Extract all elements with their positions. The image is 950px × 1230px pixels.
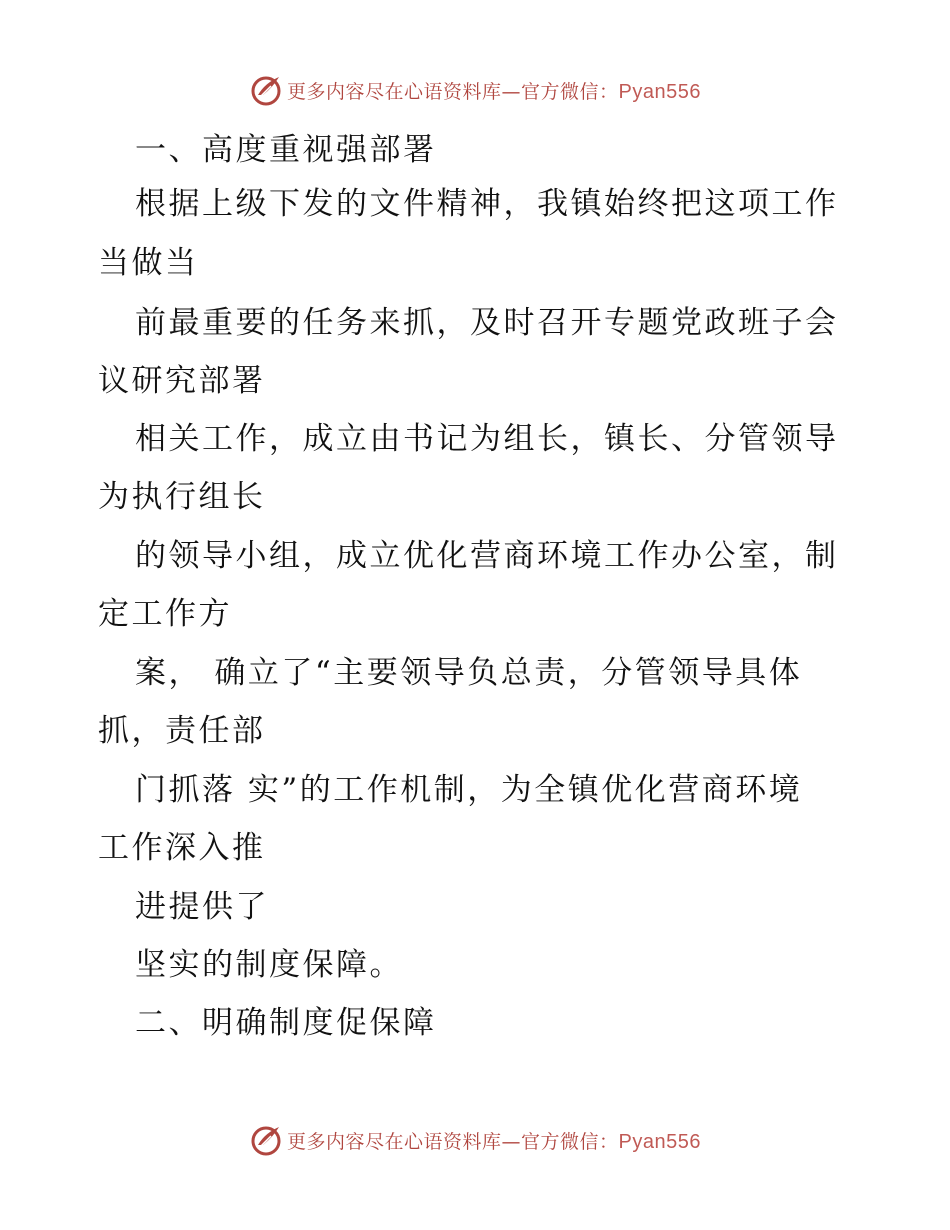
header-watermark	[0, 70, 950, 110]
paragraph-line: 定工作方	[98, 596, 232, 632]
section-heading-2: 二、明确制度促保障	[135, 1005, 437, 1041]
section-heading-1: 一、高度重视强部署	[135, 132, 437, 168]
paragraph-line: 案， 确立了“主要领导负总责，分管领导具体	[135, 655, 803, 691]
paragraph-line: 的领导小组，成立优化营商环境工作办公室，制	[135, 538, 839, 574]
paragraph-line: 门抓落 实”的工作机制，为全镇优化营商环境	[135, 772, 803, 808]
watermark-text: 更多内容尽在心语资料库—官方微信：Pyan556	[287, 1130, 701, 1153]
watermark-wechat-id: Pyan556	[618, 80, 701, 103]
footer-watermark	[0, 1120, 950, 1160]
paragraph-line: 进提供了	[135, 889, 269, 925]
watermark-text: 更多内容尽在心语资料库—官方微信：Pyan556	[287, 80, 701, 103]
paragraph-line: 前最重要的任务来抓，及时召开专题党政班子会	[135, 305, 839, 341]
feather-pen-logo-icon	[249, 1123, 283, 1157]
watermark-wechat-id: Pyan556	[618, 1130, 701, 1153]
paragraph-line: 坚实的制度保障。	[135, 947, 403, 983]
paragraph-line: 为执行组长	[98, 479, 266, 515]
paragraph-line: 抓，责任部	[98, 713, 266, 749]
paragraph-line: 相关工作，成立由书记为组长，镇长、分管领导	[135, 421, 839, 457]
paragraph-line: 当做当	[98, 245, 199, 281]
paragraph-line: 根据上级下发的文件精神，我镇始终把这项工作	[135, 186, 839, 222]
paragraph-line: 工作深入推	[98, 830, 266, 866]
feather-pen-logo-icon	[249, 73, 283, 107]
paragraph-line: 议研究部署	[98, 363, 266, 399]
